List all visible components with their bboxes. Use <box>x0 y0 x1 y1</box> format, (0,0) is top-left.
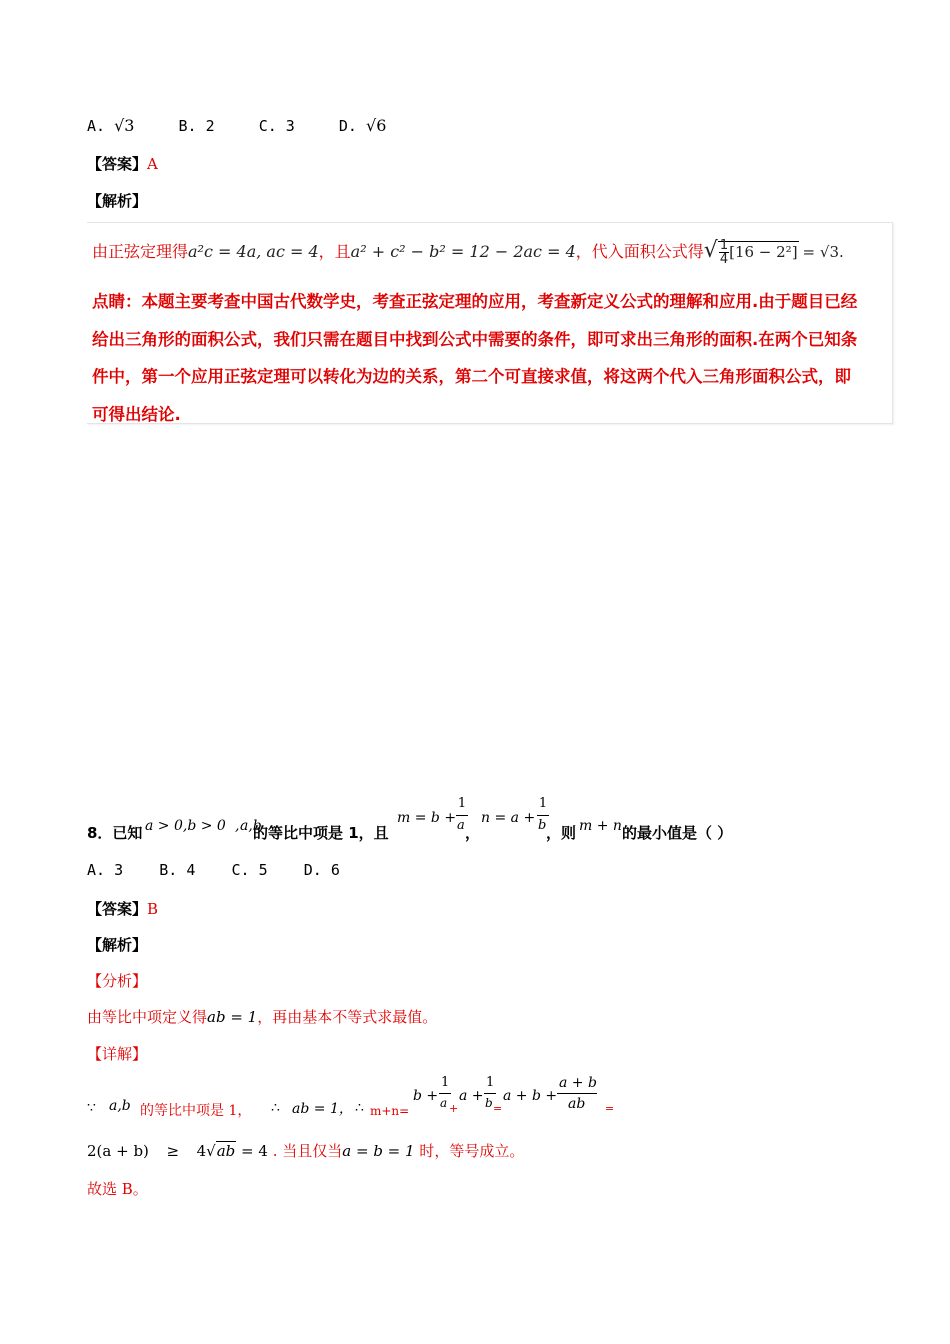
explain-text-3: ，代入面积公式得 <box>575 242 704 261</box>
q8-prefix: 8．已知 <box>87 824 143 842</box>
q7-answer <box>87 153 158 174</box>
q8-conclusion: 故选 B。 <box>87 1180 148 1198</box>
d1-mn: m+n= <box>370 1104 410 1118</box>
d1-eq-end: = <box>605 1102 615 1115</box>
d1-frac3-num: a + b <box>559 1075 597 1091</box>
q8-m-frac-bar <box>456 815 468 816</box>
q7-analysis-tag: 【解析】 <box>87 192 148 210</box>
d1-frac1-den: a <box>440 1096 448 1110</box>
comment-line-1: 点睛：本题主要考查中国古代数学史，考查正弦定理的应用，考查新定义公式的理解和应用.由于题目已经 <box>92 292 858 311</box>
q8-comma: ， <box>465 824 481 842</box>
d1-plus-small: + <box>449 1102 459 1115</box>
q8-n-frac-num: 1 <box>538 796 548 811</box>
explain-text: 由正弦定理得 <box>92 242 189 261</box>
answer-tag: 【答案】 <box>87 900 148 918</box>
q8-options: A. 3 B. 4 C. 5 D. 6 <box>87 861 340 879</box>
d2-eq4: = 4 <box>241 1142 268 1160</box>
q7-comment <box>92 283 857 433</box>
d1-b-plus: b + <box>413 1088 439 1104</box>
option-d-value: √6 <box>366 116 387 135</box>
sqrt-sign: √ <box>703 238 718 263</box>
option-a-value: √3 <box>114 116 135 135</box>
option-c: C. 3 <box>258 117 295 135</box>
d1-frac2-bar <box>484 1093 496 1094</box>
because-symbol: ∵ <box>87 1100 96 1116</box>
d2-cond: a = b = 1 <box>342 1142 415 1160</box>
comment-line-2: 给出三角形的面积公式，我们只需在题目中找到公式中需要的条件，即可求出三角形的面积.在两个已知条 <box>92 329 858 349</box>
answer-value: A <box>147 155 158 173</box>
q8-m-frac-den: a <box>457 818 465 833</box>
fenxi-math: ab = 1 <box>207 1008 258 1026</box>
frac-den: 4 <box>719 252 729 267</box>
answer-value: B <box>147 900 159 918</box>
d2-text-b: 时，等号成立。 <box>419 1142 525 1160</box>
fenxi-text: 由等比中项定义得 <box>87 1008 208 1026</box>
d1-frac1-bar <box>439 1093 451 1094</box>
fraction-quarter <box>719 239 729 266</box>
d2-sqrt-sign: √ <box>206 1142 216 1160</box>
d1-frac2-num: 1 <box>486 1075 495 1090</box>
q8-n-frac-bar <box>537 815 549 816</box>
q8-mid-text: 的等比中项是 1，且 <box>253 824 389 842</box>
d1-ab-sum: a + b + <box>503 1088 558 1104</box>
q8-m-expr: m = b + <box>397 810 457 826</box>
q8-sep: , <box>235 818 240 834</box>
q8-mn: m + n <box>579 818 622 834</box>
q8-detail-tag: 【详解】 <box>87 1045 148 1063</box>
answer-tag: 【答案】 <box>87 155 148 173</box>
q8-n-expr: n = a + <box>481 810 536 826</box>
q8-detail-line2 <box>87 1140 524 1161</box>
d1-eq: ab = 1， <box>292 1101 353 1117</box>
q8-n-frac-den: b <box>538 818 547 833</box>
explain-math-1: a²c = 4a, ac = 4 <box>188 242 319 261</box>
q8-condition: a > 0,b > 0 <box>145 818 226 834</box>
d2-geq: ≥ <box>166 1142 180 1160</box>
d2-lhs: 2(a + b) <box>87 1142 149 1160</box>
q8-m-frac-num: 1 <box>457 796 467 811</box>
q7-explanation-line1 <box>92 238 844 266</box>
q8-detail-line1 <box>87 1074 647 1124</box>
therefore-symbol: ∴ <box>271 1100 280 1116</box>
d1-frac2-den: b <box>485 1096 493 1110</box>
explain-math-2: a² + c² − b² = 12 − 2ac = 4 <box>350 242 576 261</box>
q8-tail: 的最小值是（ ） <box>622 824 733 842</box>
q8-fenxi-tag: 【分析】 <box>87 972 148 990</box>
d2-text-a: . 当且仅当 <box>272 1142 343 1160</box>
q8-ab: a,b <box>240 818 262 834</box>
q7-options-row <box>87 116 386 135</box>
explain-text-2: ，且 <box>318 242 351 261</box>
d1-a-plus: a + <box>459 1088 484 1104</box>
d1-frac3-bar <box>557 1093 597 1094</box>
q8-then: ，则 <box>546 824 577 842</box>
d1-text: 的等比中项是 1， <box>140 1103 252 1119</box>
option-a-label: A. <box>87 117 106 135</box>
d1-ab: a,b <box>109 1098 131 1114</box>
q8-fenxi-line <box>87 1006 437 1027</box>
frac-num: 1 <box>719 238 729 253</box>
therefore-symbol-2: ∴ <box>355 1100 364 1116</box>
fenxi-text-2: ，再由基本不等式求最值。 <box>257 1008 438 1026</box>
d1-eq-small: = <box>493 1102 503 1115</box>
d1-frac3-den: ab <box>568 1096 586 1112</box>
d1-frac1-num: 1 <box>441 1075 450 1090</box>
d2-four: 4 <box>196 1142 207 1160</box>
d2-sqrt-content: ab <box>216 1142 236 1160</box>
comment-line-4: 可得出结论. <box>92 404 181 424</box>
q8-analysis-tag: 【解析】 <box>87 936 148 954</box>
comment-line-3: 件中，第一个应用正弦定理可以转化为边的关系，第二个可直接求值，将这两个代入三角形面积公式，即 <box>92 367 851 386</box>
q8-answer <box>87 898 158 919</box>
bracket-expr: [16 − 2²] <box>729 243 798 261</box>
option-b: B. 2 <box>178 117 215 135</box>
sqrt-content <box>718 238 799 267</box>
result-expr: = √3. <box>802 243 844 261</box>
option-d-label: D. <box>338 117 357 135</box>
